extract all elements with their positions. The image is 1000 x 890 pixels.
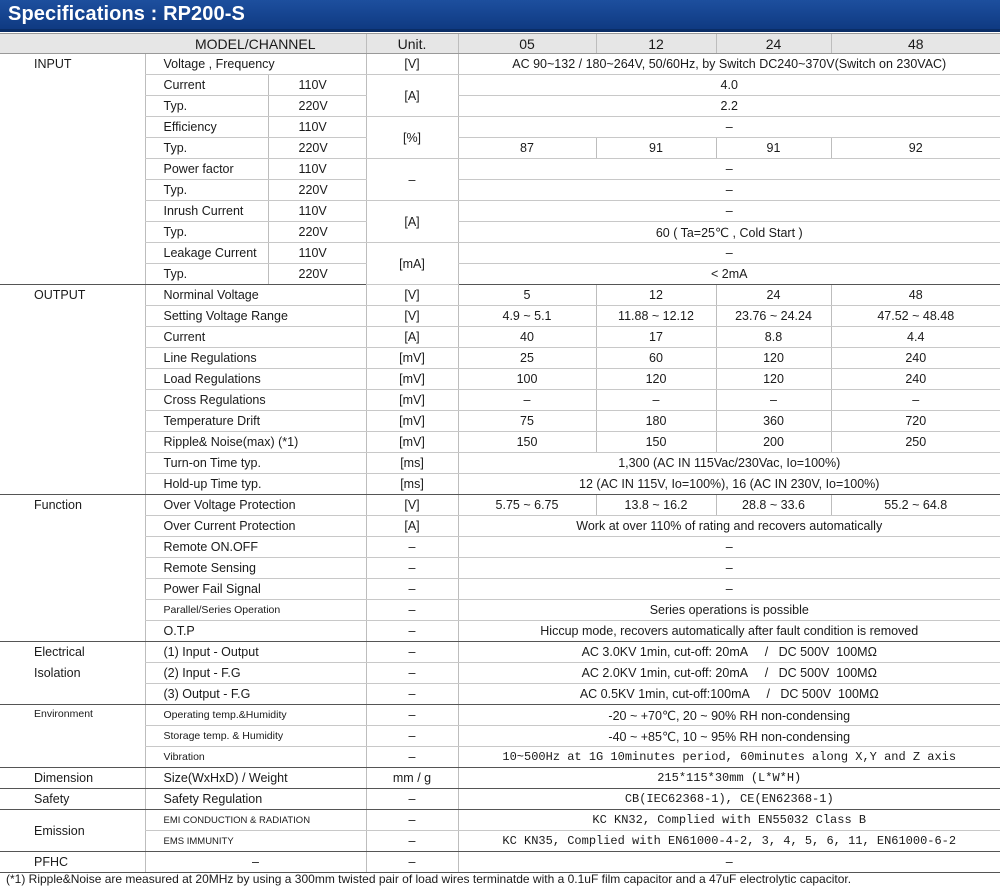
table-row: Setting Voltage Range [V] 4.9 ~ 5.1 11.88 ~ 12.12 23.76 ~ 24.24 47.52 ~ 48.48 bbox=[0, 306, 1000, 327]
table-row: Storage temp. & Humidity – -40 ~ +85℃, 10 ~ 95% RH non-condensing bbox=[0, 726, 1000, 747]
row-unit: – bbox=[366, 159, 458, 201]
row-label: Power factor bbox=[145, 159, 268, 180]
table-row: OUTPUT Norminal Voltage [V] 5 12 24 48 bbox=[0, 285, 1000, 306]
group-environment: Environment bbox=[0, 705, 145, 768]
table-row: Vibration – 10~500Hz at 1G 10minutes period, 60minutes along X,Y and Z axis bbox=[0, 747, 1000, 768]
row-unit: [mA] bbox=[366, 243, 458, 285]
header-channel: 48 bbox=[831, 34, 1000, 54]
page-title: Specifications : RP200-S bbox=[8, 3, 245, 25]
header-channel: 12 bbox=[596, 34, 716, 54]
header-channel: 05 bbox=[458, 34, 596, 54]
table-row bbox=[0, 54, 1000, 75]
table-row: Parallel/Series Operation – Series operations is possible bbox=[0, 600, 1000, 621]
row-unit: [V] bbox=[366, 54, 458, 75]
group-isolation: Isolation bbox=[34, 666, 81, 680]
table-row: Safety Safety Regulation – CB(IEC62368-1), CE(EN62368-1) bbox=[0, 789, 1000, 810]
footnote: (*1) Ripple&Noise are measured at 20MHz by using a 300mm twisted pair of load wires terminatde with a 0.1uF film capacitor and a 47uF electrolytic capacitor. bbox=[6, 872, 852, 886]
table-row: Typ. 220V 87 91 91 92 bbox=[0, 138, 1000, 159]
row-label: Inrush Current bbox=[145, 201, 268, 222]
table-row: Cross Regulations [mV] – – – – bbox=[0, 390, 1000, 411]
table-row: (3) Output - F.G – AC 0.5KV 1min, cut-off:100mA / DC 500V 100MΩ bbox=[0, 684, 1000, 705]
table-row: Ripple& Noise(max) (*1) [mV] 150 150 200 250 bbox=[0, 432, 1000, 453]
table-row: Typ. 220V 60 ( Ta=25℃ , Cold Start ) bbox=[0, 222, 1000, 243]
table-row: Isolation (2) Input - F.G – AC 2.0KV 1min, cut-off: 20mA / DC 500V 100MΩ bbox=[0, 663, 1000, 684]
group-electrical: Electrical bbox=[34, 645, 85, 660]
group-safety: Safety bbox=[0, 789, 145, 810]
table-row: Typ. 220V – bbox=[0, 180, 1000, 201]
spec-table bbox=[0, 33, 1000, 873]
table-row: Current 110V [A] 4.0 bbox=[0, 75, 1000, 96]
header-model: MODEL/CHANNEL bbox=[145, 34, 366, 54]
table-row: O.T.P – Hiccup mode, recovers automatically after fault condition is removed bbox=[0, 621, 1000, 642]
table-row: Electrical (1) Input - Output – AC 3.0KV 1min, cut-off: 20mA / DC 500V 100MΩ bbox=[0, 642, 1000, 663]
row-unit: [A] bbox=[366, 201, 458, 243]
row-unit: [A] bbox=[366, 75, 458, 117]
group-output: OUTPUT bbox=[0, 285, 145, 495]
row-label: Leakage Current bbox=[145, 243, 268, 264]
table-row: EMS IMMUNITY – KC KN35, Complied with EN61000-4-2, 3, 4, 5, 6, 11, EN61000-6-2 bbox=[0, 831, 1000, 852]
row-label: Efficiency bbox=[145, 117, 268, 138]
table-row: Turn-on Time typ. [ms] 1,300 (AC IN 115Vac/230Vac, Io=100%) bbox=[0, 453, 1000, 474]
table-row: Load Regulations [mV] 100 120 120 240 bbox=[0, 369, 1000, 390]
row-label: Voltage , Frequency bbox=[145, 54, 366, 75]
table-row: Emission EMI CONDUCTION & RADIATION – KC KN32, Complied with EN55032 Class B bbox=[0, 810, 1000, 831]
table-row: Hold-up Time typ. [ms] 12 (AC IN 115V, Io=100%), 16 (AC IN 230V, Io=100%) bbox=[0, 474, 1000, 495]
header-unit: Unit. bbox=[366, 34, 458, 54]
table-row: Remote ON.OFF – – bbox=[0, 537, 1000, 558]
table-row: Function Over Voltage Protection [V] 5.75 ~ 6.75 13.8 ~ 16.2 28.8 ~ 33.6 55.2 ~ 64.8 bbox=[0, 495, 1000, 516]
table-row: Typ. 220V < 2mA bbox=[0, 264, 1000, 285]
table-row: Typ. 220V 2.2 bbox=[0, 96, 1000, 117]
row-value: AC 90~132 / 180~264V, 50/60Hz, by Switch DC240~370V(Switch on 230VAC) bbox=[458, 54, 1000, 75]
group-function: Function bbox=[0, 495, 145, 642]
table-row: Current [A] 40 17 8.8 4.4 bbox=[0, 327, 1000, 348]
row-unit: [%] bbox=[366, 117, 458, 159]
table-row: Efficiency 110V [%] – bbox=[0, 117, 1000, 138]
header-channel: 24 bbox=[716, 34, 831, 54]
table-row: PFHC – – – bbox=[0, 852, 1000, 873]
group-input: INPUT bbox=[0, 54, 145, 285]
group-pfhc: PFHC bbox=[0, 852, 145, 873]
table-row: Power factor 110V – – bbox=[0, 159, 1000, 180]
table-row: Inrush Current 110V [A] – bbox=[0, 201, 1000, 222]
table-row: Over Current Protection [A] Work at over 110% of rating and recovers automatically bbox=[0, 516, 1000, 537]
header-row bbox=[0, 34, 1000, 54]
table-row: Temperature Drift [mV] 75 180 360 720 bbox=[0, 411, 1000, 432]
table-row: Dimension Size(WxHxD) / Weight mm / g 215*115*30mm (L*W*H) bbox=[0, 768, 1000, 789]
title-bar bbox=[0, 0, 1000, 32]
table-row: Remote Sensing – – bbox=[0, 558, 1000, 579]
group-emission: Emission bbox=[0, 810, 145, 852]
table-row: Power Fail Signal – – bbox=[0, 579, 1000, 600]
table-row: Leakage Current 110V [mA] – bbox=[0, 243, 1000, 264]
table-row: Environment Operating temp.&Humidity – -20 ~ +70℃, 20 ~ 90% RH non-condensing bbox=[0, 705, 1000, 726]
group-dimension: Dimension bbox=[0, 768, 145, 789]
table-row: Line Regulations [mV] 25 60 120 240 bbox=[0, 348, 1000, 369]
row-label: Current bbox=[145, 75, 268, 96]
